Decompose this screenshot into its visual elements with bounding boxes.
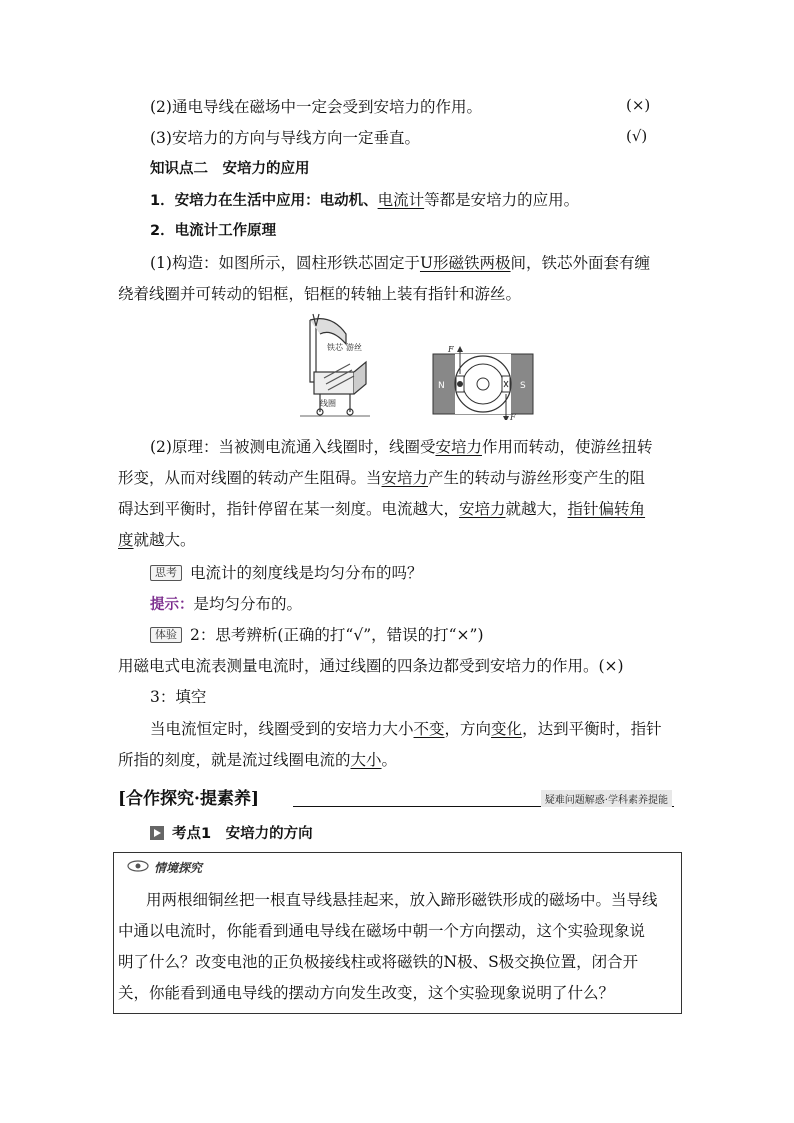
section-title: [合作探究·提素养] bbox=[118, 789, 260, 809]
section-header bbox=[118, 786, 674, 808]
topic-heading: 考点1 安培力的方向 bbox=[150, 822, 313, 843]
think-tag: 思考 bbox=[150, 565, 182, 581]
statement-2: (2)通电导线在磁场中一定会受到安培力的作用。 bbox=[150, 98, 482, 116]
paragraph-4-line3: 碍达到平衡时，指针停留在某一刻度。电流越大，安培力就越大，指针偏转角 bbox=[118, 500, 646, 518]
hint: 提示：是均匀分布的。 bbox=[150, 595, 303, 613]
paragraph-2-heading: 2．电流计工作原理 bbox=[150, 223, 277, 239]
galvanometer-figure bbox=[280, 312, 540, 420]
fill-line2: 所指的刻度，就是流过线圈电流的大小。 bbox=[118, 751, 398, 769]
paragraph-3-line1: (1)构造：如图所示，圆柱形铁芯固定于U形磁铁两极间，铁芯外面套有缠 bbox=[150, 254, 651, 272]
scenario-icon bbox=[126, 859, 150, 873]
scenario-line2: 中通以电流时，你能看到通电导线在磁场中朝一个方向摆动，这个实验现象说 bbox=[118, 922, 646, 940]
experience-tag: 体验 bbox=[150, 627, 182, 643]
label-f-bottom: F bbox=[510, 413, 516, 420]
knowledge-point-2-heading: 知识点二 安培力的应用 bbox=[150, 161, 310, 177]
paragraph-1: 1．安培力在生活中应用：电动机、电流计等都是安培力的应用。 bbox=[150, 191, 580, 209]
label-n: N bbox=[438, 381, 445, 391]
scenario-line1: 用两根细铜丝把一根直导线悬挂起来，放入蹄形磁铁形成的磁场中。当导线 bbox=[146, 891, 658, 909]
scenario-box bbox=[113, 852, 682, 1014]
galvanometer-cross-section bbox=[433, 346, 533, 420]
label-s: S bbox=[520, 381, 526, 391]
label-f-top: F bbox=[448, 345, 454, 354]
statement-3-mark: (√) bbox=[626, 127, 648, 145]
statement-3: (3)安培力的方向与导线方向一定垂直。 bbox=[150, 129, 420, 147]
label-coil: 线圈 bbox=[320, 399, 336, 408]
fill-line1: 当电流恒定时，线圈受到的安培力大小不变，方向变化，达到平衡时，指针 bbox=[150, 720, 662, 738]
think-question: 思考 电流计的刻度线是均匀分布的吗？ bbox=[150, 562, 423, 584]
experience-question: 用磁电式电流表测量电流时，通过线圈的四条边都受到安培力的作用。(×) bbox=[118, 657, 624, 675]
play-triangle-icon bbox=[150, 826, 164, 840]
statement-2-mark: (×) bbox=[626, 96, 651, 114]
paragraph-4-line2: 形变，从而对线圈的转动产生阻碍。当安培力产生的转动与游丝形变产生的阻 bbox=[118, 469, 646, 487]
paragraph-3-line2: 绕着线圈并可转动的铝框，铝框的转轴上装有指针和游丝。 bbox=[118, 285, 522, 303]
label-core: 铁芯 bbox=[327, 343, 343, 352]
experience-heading: 体验 2：思考辨析(正确的打“√”，错误的打“×”) bbox=[150, 624, 484, 646]
fill-heading: 3：填空 bbox=[150, 688, 207, 706]
scenario-line3: 明了什么？改变电池的正负极接线柱或将磁铁的N极、S极交换位置，闭合开 bbox=[118, 953, 639, 971]
paragraph-4-line4: 度就越大。 bbox=[118, 531, 196, 549]
section-subtitle: 疑难问题解惑·学科素养提能 bbox=[541, 790, 672, 807]
scenario-line4: 关，你能看到通电导线的摆动方向发生改变，这个实验现象说明了什么？ bbox=[118, 984, 615, 1002]
scenario-title: 情境探究 bbox=[154, 861, 203, 875]
paragraph-4-line1: (2)原理：当被测电流通入线圈时，线圈受安培力作用而转动，使游丝扭转 bbox=[150, 438, 653, 456]
label-spring: 游丝 bbox=[346, 343, 362, 352]
